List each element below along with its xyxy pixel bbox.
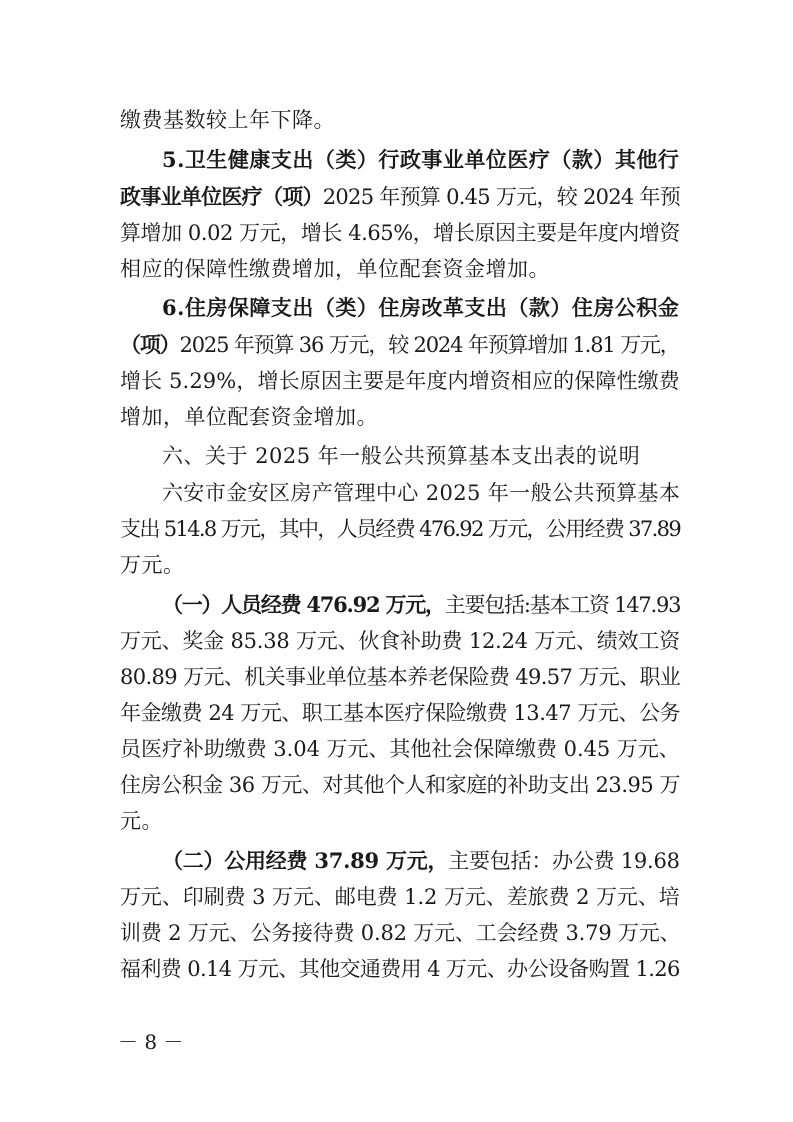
body-text: 主要包括：办公费 19.68	[448, 849, 680, 873]
body-text: 2025 年预算 0.45 万元，较 2024 年预	[322, 185, 681, 209]
text-line: 六安市金安区房产管理中心 2025 年一般公共预算基本	[162, 481, 681, 505]
text-line: 缴费基数较上年下降。	[120, 108, 335, 132]
text-line: 元。	[120, 809, 163, 833]
page-number: － 8 －	[118, 1030, 184, 1054]
bold-text: （项）	[120, 332, 180, 357]
text-line: 增长 5.29%，增长原因主要是年度内增资相应的保障性缴费	[120, 369, 680, 393]
text-line: 增加，单位配套资金增加。	[120, 405, 378, 429]
text-line: 万元。	[120, 553, 185, 577]
text-line: 万元、奖金 85.38 万元、伙食补助费 12.24 万元、绩效工资	[120, 629, 680, 653]
bold-text: 政事业单位医疗（项）	[120, 184, 323, 209]
bold-text: 6.住房保障支出（类）住房改革支出（款）住房公积金	[162, 295, 680, 320]
text-line	[120, 332, 680, 358]
text-line: 福利费 0.14 万元、其他交通费用 4 万元、办公设备购置 1.26	[120, 957, 680, 981]
text-line: 住房公积金 36 万元、对其他个人和家庭的补助支出 23.95 万	[120, 773, 681, 797]
public-expense-paragraph	[162, 848, 680, 874]
text-line: 训费 2 万元、公务接待费 0.82 万元、工会经费 3.79 万元、	[120, 921, 681, 945]
body-text: 主要包括:基本工资 147.93	[444, 593, 681, 617]
body-text: 2025 年预算 36 万元，较 2024 年预算增加 1.81 万元，	[179, 333, 680, 357]
text-line: 员医疗补助缴费 3.04 万元、其他社会保障缴费 0.45 万元、	[120, 737, 680, 761]
item-5-heading	[162, 147, 679, 173]
section-6-heading: 六、关于 2025 年一般公共预算基本支出表的说明	[162, 444, 641, 468]
bold-text: （二）公用经费 37.89 万元，	[162, 848, 449, 873]
bold-text: 5.卫生健康支出（类）行政事业单位医疗（款）其他行	[162, 147, 680, 172]
text-line	[120, 184, 680, 210]
text-line: 相应的保障性缴费增加，单位配套资金增加。	[120, 257, 550, 281]
item-6-heading	[162, 295, 679, 321]
text-line: 80.89 万元、机关事业单位基本养老保险费 49.57 万元、职业	[120, 665, 681, 689]
text-line: 万元、印刷费 3 万元、邮电费 1.2 万元、差旅费 2 万元、培	[120, 885, 680, 909]
text-line: 年金缴费 24 万元、职工基本医疗保险缴费 13.47 万元、公务	[120, 701, 681, 725]
text-line: 支出 514.8 万元，其中，人员经费 476.92 万元，公用经费 37.89	[120, 517, 681, 541]
personnel-expense-paragraph	[162, 592, 680, 618]
text-line: 算增加 0.02 万元，增长 4.65%，增长原因主要是年度内增资	[120, 221, 680, 245]
bold-text: （一）人员经费 476.92 万元，	[162, 592, 445, 617]
